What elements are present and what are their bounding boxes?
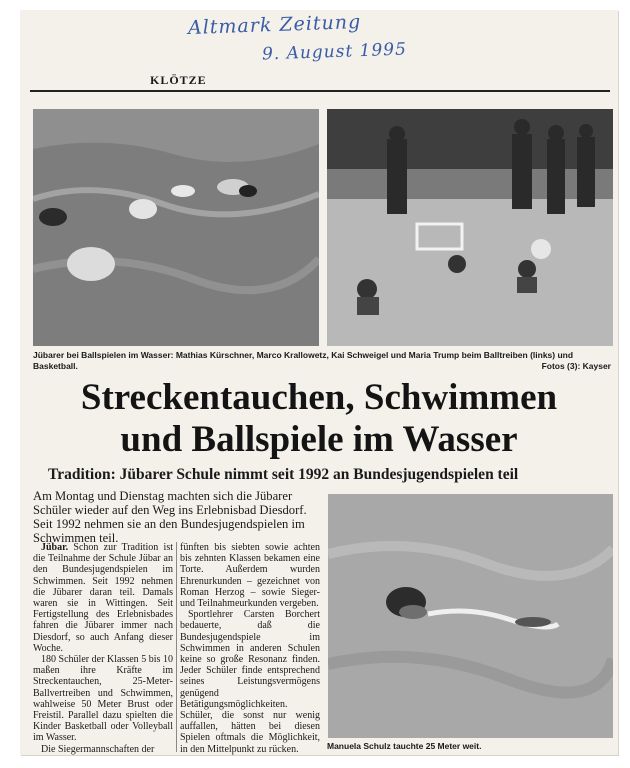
lede-paragraph: Am Montag und Dienstag machten sich die Jübarer Schüler wieder auf den Weg ins Erlebnisbad Diesdorf. Seit 1992 nehmen sie an den Bundesjugendspielen im Schwimmen teil. — [33, 489, 307, 545]
subheadline: Tradition: Jübarer Schule nimmt seit 1992 an Bundesjugendspielen teil — [48, 466, 519, 483]
photo-credit: Fotos (3): Kayser — [541, 361, 611, 371]
column1-paragraph-3: Die Siegermannschaften der — [41, 743, 155, 755]
handwritten-source: Altmark Zeitung — [187, 10, 362, 40]
headline-line-2: und Ballspiele im Wasser — [120, 419, 518, 460]
photo3-caption: Manuela Schulz tauchte 25 Meter weit. — [327, 741, 482, 751]
headline-line-1: Streckentauchen, Schwimmen — [80, 377, 558, 418]
article-column-2 — [180, 542, 320, 755]
section-label: KLÖTZE — [150, 73, 207, 87]
handwritten-date: 9. August 1995 — [261, 39, 408, 65]
column2-paragraph-1: fünften bis siebten sowie achten bis zehnten Klassen bekamen eine Torte. Außerdem wurden Ehrenurkunden – gezeichnet von Roman Herzog – sowie Sieger- und Teilnahmeurkunden vergeben. — [180, 542, 320, 610]
column1-paragraph-1: Schon zur Tradition ist die Teilnahme der Schule Jübar an den Bundesjugendspielen im Schwimmen. Seit 1992 nehmen die Jübarer daran teil. Damals waren sie in Wittingen. Seit Fertigstellung des Erlebnisbades fahren die Jübarer immer nach Diesdorf, so auch Anfang dieser Woche. — [33, 542, 173, 654]
column-divider — [176, 542, 177, 752]
column1-paragraph-2: 180 Schüler der Klassen 5 bis 10 maßen ihre Kräfte im Streckentauchen, 25-Meter-Ballvertreiben und Schwimmen, wahlweise 50 Meter Brust oder Freistil. Parallel dazu spielten die Kinder Basketball oder Volleyball im Wasser. — [33, 654, 173, 744]
photo-diver — [328, 494, 613, 738]
photo-basketball — [327, 109, 613, 346]
dateline: Jübar. — [41, 542, 69, 553]
photo-ball-driving — [33, 109, 319, 346]
column2-paragraph-2: Sportlehrer Carsten Borchert bedauerte, daß die Bundesjugendspiele im Schwimmen in anderen Schulen keine so große Resonanz finden. Jeder Schüler finde entsprechend seines Leistungsvermögens genügend Betätigungsmöglichkeiten. Schüler, die sonst nur wenig auffallen, hätten bei diesen Spielen oftmals die Möglichkeit, in den Mittelpunkt zu rücken. — [180, 609, 320, 755]
article-column-1 — [33, 542, 173, 755]
section-rule — [30, 90, 610, 92]
photo-caption: Jübarer bei Ballspielen im Wasser: Mathias Kürschner, Marco Krallowetz, Kai Schweigel und Maria Trump beim Balltreiben (links) und Basketball. — [33, 350, 574, 371]
